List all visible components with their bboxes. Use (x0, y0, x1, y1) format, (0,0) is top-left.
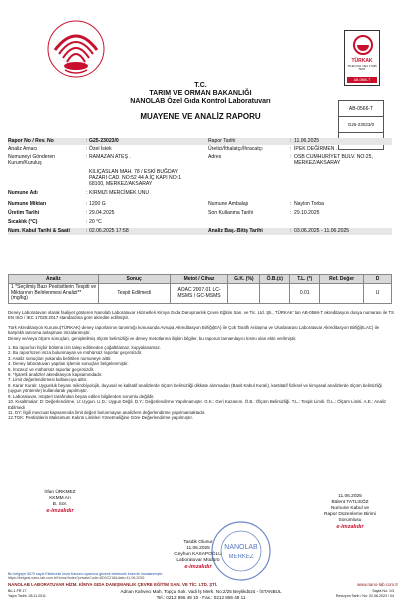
sig-left-esign: e-imzalıdır (46, 508, 74, 514)
signature-left (20, 490, 100, 514)
note-uncertainty: Deney ve/veya ölçüm sonuçları, genişletilmiş ölçüm belirsizliği ve deney metotlarına ilişkin bilgiler, bu raporun tamamlayıcı kısmı olan ekte verilmiştir. (8, 335, 297, 341)
cell-metot: AOAC 2007.01 LC-MSMS / GC-MSMS (170, 284, 228, 304)
footer-page-meta: Sayfa No: 1/3 Revizyon Tarih / No: 02.06.2023 / 04 (335, 589, 394, 598)
note-10: 10. Kısaltmalar: D: Değerlendirme. U: Uygun. U.D.: Uygun Değil. D.Y.: Değerlendirme Yapılmamıştır. G.K.: Geri Kazanım. Ö.B.: Ölçüm Belirsizliği. T.L.: Tespit Limiti. Ö.L.: Ölçüm Limiti. A.E.: Analiz Edilmedi (8, 399, 387, 410)
turkak-number: AB-0566-T (347, 77, 377, 83)
col-analiz: Analiz (9, 275, 99, 284)
sig-center-date: 11.06.2025 (186, 546, 210, 551)
cell-sonuc: Tespit Edilmedi (98, 284, 170, 304)
note-6: 6. *İşaretli analizler akreditasyon kapsamındadır. (8, 372, 103, 378)
footer-company-row (8, 582, 398, 588)
footer-form-meta: Bü-1.FR.17 Yayın Tarihi: 28.11.2011 (8, 589, 46, 598)
col-sonuc: Sonuç (98, 275, 170, 284)
sig-right-title3: Sorumlusu (338, 518, 362, 523)
header-lab: NANOLAB Özel Gıda Kontrol Laboratuvarı (130, 98, 271, 105)
header-tc: T.C. (194, 82, 207, 89)
footer-company: NANOLAB LABORATUVAR HİZM. KİMYA GIDA DANIŞMANLIK ÇEVRE EĞİTİM SAN. VE TİC. LTD. ŞTİ. (8, 582, 218, 587)
cell-ob (260, 284, 290, 304)
note-9: 9. Laboratuvar, müşteri tarafından beyan edilen bilgilerden sorumlu değildir. (8, 393, 155, 399)
col-ob: Ö.B.(±) (260, 275, 290, 284)
note-7: 7. Limit değerlendirmesi kullanıcıya aittir. (8, 377, 88, 383)
sig-right-title1: Numune Kabul ve (330, 506, 370, 511)
sig-center-esign: e-imzalıdır (184, 564, 212, 570)
info-row-sender-address: KILIÇASLAN MAH. 78 / ESKİ BUĞDAY PAZARI CAD. NO:52 44 A İÇ KAPI NO:1 68100, MERKEZ/AKSARAY (89, 169, 181, 187)
note-2: 2. Bu rapor/üzeri imza bulunmayan ve mühürsüz raporlar geçersizdir. (8, 350, 143, 356)
turkak-name: TÜRKAK (351, 58, 373, 64)
report-notes (8, 310, 394, 421)
turkak-emblem-icon (345, 34, 381, 56)
report-title: MUAYENE VE ANALİZ RAPORU (140, 112, 261, 121)
report-page: TÜRKAK TS EN ISO / IEC 17025 TEST AB-0566-T T.C. TARIM VE ORMAN BAKANLIĞI NANOLAB Özel Gıda Kontrol Laboratuvarı MUAYENE VE ANALİZ RAPORU AB-0566-T G25-23023/0 Rapor No / Rev. No : G25-23023/0 Rapor Tarihi : 11.06.2025 Analiz Amacı : Özel İstek Üretici/İthalatçı/İhracatçı : İPEK DEĞİRMEN . Numuneyi Gönderen Kurum/Kuruluş : RAMAZAN ATEŞ . Adres : OSB CUMHURİYET BULV. NO:25, MERKEZ/AKSARAY KILIÇASLAN MAH. 78 / ESKİ BUĞDAY PAZARI CAD. NO:52 44 A İÇ KAPI NO:1 68100, MERKEZ/AKSARAY Numune Adı : KIRMIZI MERCİMEK UNU Numune Miktarı : 1200 G Numune Ambalajı : Naylon Torba Üretim Tarihi : 29.04.2025 Son Kullanma Tarihi : 29.10.2025 Sıcaklık (°C) : 20 °C Num. Kabul Tarihi & Saati : 02.06.2025 17:58 Analiz Baş.-Bitiş Tarihi : 03.06.2025 - 11.06.2025 Analiz Sonuç Metot / Cihaz G.K. (%) Ö.B.(±) T.L. (*) Ref. Değer D 1 *Seçilmiş Bazı Pestisitlerin Tespiti ve Miktarının Belirlenmesi Analizi** (mg/kg) Tespit Edilmedi AOAC 2007.01 LC-MSMS / GC-MSMS 0.01 U Deney Laboratuvarı olarak faaliyet gösteren Nanolab Laboratuvar Hizmetleri Kimya Gıda Danışmanlık Çevre Eğitim San. ve Tic. Ltd. Şti., TÜRKAK' tan AB-0566-T akreditasyon dosya numarası ile TS EN ISO / IEC 17025:2017 standardına göre akredite edilmiştir. Türk Akreditasyon Kurumu(TÜRKAK) deney raporlarının tanınmığı konusunda Avrupa Akreditasyon Birliği(EA) ile Çok Taraflı Anlaşma ve Uluslararası Laboratuvar Akreditasyon Birliği(ILAC) ile karşılıklı tanınma anlaşması imzalanmıştır. Deney ve/veya ölçüm sonuçları, genişletilmiş ölçüm belirsizliği ve deney metotlarına ilişkin bilgiler, bu raporun tamamlayıcı kısmı olan ekte verilmiştir. 1. Bu rapor/un hiçbir bölümü izin talep edilmeden çoğaltılamaz, kopyalanamaz. 2. Bu rapor/üzeri imza bulunmayan ve mühürsüz raporlar geçersizdir. 3. Analiz sonuçları yukarıda belirtilen numuneye aittir. 4. Deney laboratuvarı yapılan işlemin sonuçları belgelenmiştir. 5. İmzasız ve mühürsüz raporlar geçersizdir. 6. *İşaretli analizler akreditasyon kapsamındadır. 7. Limit değerlendirmesi kullanıcıya aittir. 8. Karar Kuralı: Uygunluk beyanı mikrobiyolojik, duyusal ve kalitatif analizlerde ölçüm belirsizliği dikkate alınmadan (Basit Kabul Kuralı), kantitatif fiziksel ve kimyasal analizlerde ölçüm belirsizliği (uygun yöntemle) kullanılarak yapılmıştır. 9. Laboratuvar, müşteri tarafından beyan edilen bilgilerden sorumlu değildir. 10. Kısaltmalar: D: Değerlendirme. U: Uygun. U.D.: Uygun Değil. D.Y.: Değerlendirme Yapılmamıştır. G.K.: Geri Kazanım. Ö.B.: Ölçüm Belirsizliği. T.L.: Tespit Limiti. Ö.L.: Ölçüm Limiti. A.E.: Analiz Edilmedi 11. DY: İlgili mevzuat kapsamında limit değeri bulunmayan analizlere değerlendirme yapılmamaktadır. 12.TGK: Pestisitlerin Maksimum Kalıntı Limitleri Yönetmeliğine Göre Değerlendirme yapılmıştır. İrfan ÜRKMEZ KKMM Arı B. Sor. e-imzalıdır 11.06.2025 Bülent TATLISÖZ Numune Kabul ve Rapor Düzenleme Birimi Sorumlusu e-imzalıdır Tasdik Olunur 11.06.2025 Ceyhun KASAPOĞLU Laboratuvar Müdürü e-imzalıdır NANOLAB MERKEZ Bu belgeye 5070 sayılı Elektronik İmza Kanunu uyarınca güvenli elektronik imza ile imzalanmıştır. https://belgesi.nano-lab.com.tr/Home/Index?privateCode=8D0C218&date=11.06.2025 NANOLAB LABORATUVAR HİZM. KİMYA GIDA DANIŞMANLIK ÇEVRE EĞİTİM SAN. VE TİC. LTD. ŞTİ. www.nano-lab.com.tr Bü-1.FR.17 Yayın Tarihi: 28.11.2011 Adnan Kahveci Mah. Topçu Sok. Vadi İş Merk. No:2/25 Beylikdüzü - İSTANBUL Tel.: 0212 855 48 10 - Fax.: 0212 855 48 11 Sayfa No: 1/3 Revizyon Tarih / No: 02.06.2023 / 04 (0, 0, 401, 601)
stamp-text-bottom: MERKEZ (228, 554, 254, 560)
info-row-report-no: Rapor No / Rev. No : G25-23023/0 Rapor Tarihi : 11.06.2025 (8, 138, 392, 145)
cell-ref (320, 284, 364, 304)
note-turkak: Türk Akreditasyon Kurumu(TÜRKAK) deney raporlarının tanınmığı konusunda Avrupa Akreditasyon Birliği(EA) ile Çok Taraflı Anlaşma ve Uluslararası Laboratuvar Akreditasyon Birliği(ILAC) ile karşılıklı tanınma anlaşması imzalanmıştır. (8, 324, 380, 336)
cell-d: U (364, 284, 392, 304)
footer-address: Adnan Kahveci Mah. Topçu Sok. Vadi İş Merk. No:2/25 Beylikdüzü - İSTANBUL (120, 589, 282, 594)
info-row-acceptance-date: Num. Kabul Tarihi & Saati : 02.06.2025 17:58 Analiz Baş.-Bitiş Tarihi : 03.06.2025 - 11.06.2025 (8, 228, 392, 235)
cell-tl: 0.01 (290, 284, 320, 304)
footer-contact (8, 589, 394, 601)
signature-right (300, 494, 400, 530)
note-accreditation: Deney Laboratuvarı olarak faaliyet gösteren Nanolab Laboratuvar Hizmetleri Kimya Gıda Danışmanlık Çevre Eğitim San. ve Tic. Ltd. Şti., TÜRKAK' tan AB-0566-T akreditasyon dosya numarası ile TS EN ISO / IEC 17025:2017 standardına göre akredite edilmiştir. (8, 310, 394, 321)
footer-esign-note: Bu belgeye 5070 sayılı Elektronik İmza Kanunu uyarınca güvenli elektronik imza ile imzalanmıştır. https://belgesi.nano-lab.com.tr/Home/Index?privateCode=8D0C218&date=11.06.2025 (8, 572, 164, 580)
stamp-text-top: NANOLAB (224, 544, 258, 551)
footer-website[interactable]: www.nano-lab.com.tr (357, 582, 398, 587)
info-row-sender: Numuneyi Gönderen Kurum/Kuruluş : RAMAZAN ATEŞ . Adres : OSB CUMHURİYET BULV. NO:25, MERKEZ/AKSARAY (8, 154, 373, 166)
col-tl: T.L. (*) (290, 275, 320, 284)
table-row (9, 284, 392, 304)
note-1: 1. Bu rapor/un hiçbir bölümü izin talep edilmeden çoğaltılamaz, kopyalanamaz. (8, 345, 162, 351)
col-metot: Metot / Cihaz (170, 275, 228, 284)
col-gk: G.K. (%) (228, 275, 260, 284)
note-5: 5. İmzasız ve mühürsüz raporlar geçersizdir. (8, 366, 95, 372)
cell-analiz: 1 *Seçilmiş Bazı Pestisitlerin Tespiti ve Miktarının Belirlenmesi Analizi** (mg/kg) (9, 284, 99, 304)
sig-right-name: Bülent TATLISÖZ (331, 500, 369, 505)
header-ministry: TARIM VE ORMAN BAKANLIĞI (149, 90, 252, 97)
results-table (8, 274, 392, 304)
footer (0, 581, 401, 601)
sig-center-title: Laboratuvar Müdürü (176, 558, 220, 563)
doc-code: AB-0566-T (339, 101, 383, 117)
note-11: 11. DY: İlgili mevzuat kapsamında limit değeri bulunmayan analizlere değerlendirme yapılmamaktadır. (8, 409, 206, 415)
col-d: D (364, 275, 392, 284)
note-3: 3. Analiz sonuçları yukarıda belirtilen numuneye aittir. (8, 355, 112, 361)
sig-center-line1: Tasdik Olunur (183, 540, 213, 545)
turkak-logo (344, 30, 380, 86)
sig-right-date: 11.06.2025 (338, 494, 362, 499)
sig-right-title2: Rapor Düzenleme Birimi (324, 512, 376, 517)
footer-phone: Tel.: 0212 855 48 10 - Fax.: 0212 855 48 11 (156, 595, 246, 600)
cell-gk (228, 284, 260, 304)
results-header-row (9, 275, 392, 284)
note-4: 4. Deney laboratuvarı yapılan işlemin sonuçları belgelenmiştir. (8, 361, 129, 367)
sig-left-title2: B. Sor. (52, 502, 68, 507)
sig-left-name: İrfan ÜRKMEZ (44, 490, 76, 495)
sig-center-name: Ceyhun KASAPOĞLU (174, 552, 222, 557)
sig-left-title1: KKMM Arı (49, 496, 71, 501)
doc-report-no: G25-23023/0 (339, 117, 383, 133)
col-ref: Ref. Değer (320, 275, 364, 284)
footer-verify-url[interactable]: https://belgesi.nano-lab.com.tr/Home/Index?privateCode=8D0C218&date=11.06.2025 (8, 576, 145, 580)
note-12: 12.TGK: Pestisitlerin Maksimum Kalıntı Limitleri Yönetmeliğine Göre Değerlendirme yapılmıştır. (8, 415, 193, 421)
header-titles (60, 82, 341, 105)
turkak-standard: TS EN ISO / IEC 17025 TEST (347, 64, 377, 72)
ministry-logo (45, 20, 107, 78)
sig-right-esign: e-imzalıdır (336, 524, 364, 530)
note-8: 8. Karar Kuralı: Uygunluk beyanı mikrobiyolojik, duyusal ve kalitatif analizlerde ölçüm belirsizliği dikkate alınmadan (Basit Kabul Kuralı), kantitatif fiziksel ve kimyasal analizlerde ölçüm belirsizliği (uygun yöntemle) kullanılarak yapılmıştır. (8, 382, 382, 394)
